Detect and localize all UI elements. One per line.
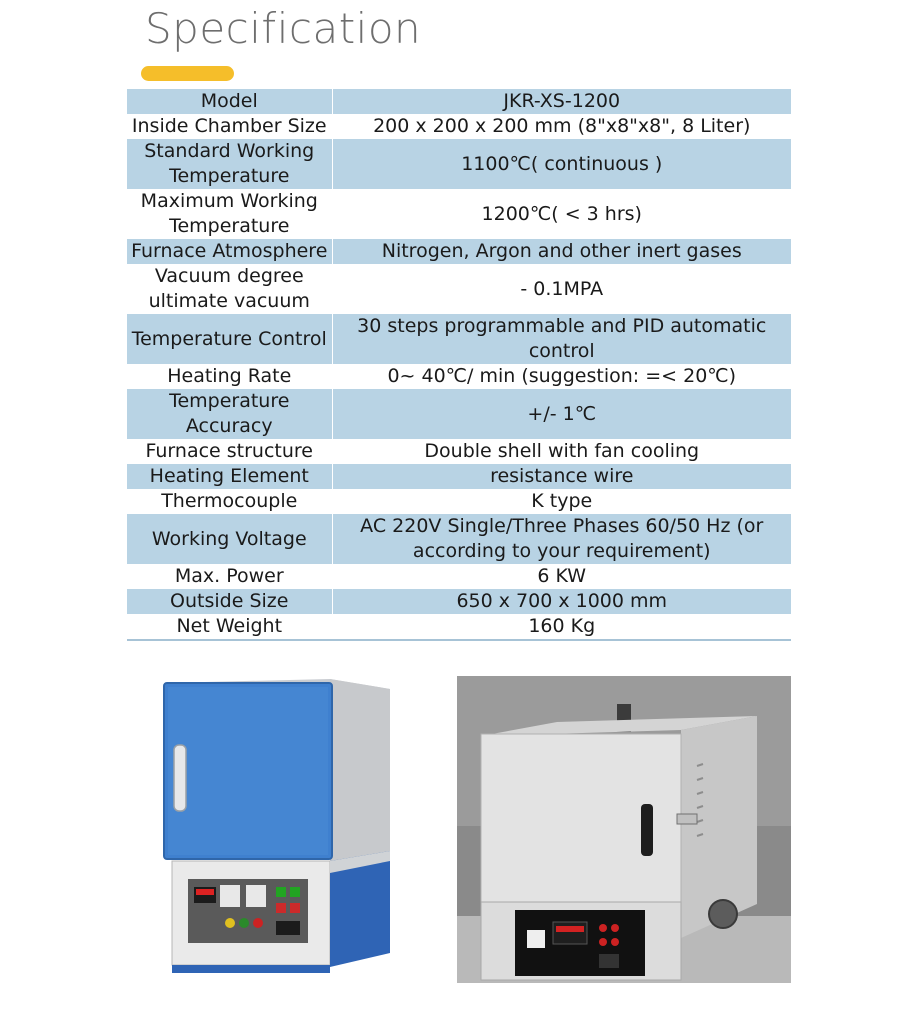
table-row [127, 264, 791, 314]
spec-label: Working Voltage [127, 514, 332, 564]
blue-muffle-furnace-photo [160, 675, 396, 975]
table-row [127, 439, 791, 464]
spec-value: 200 x 200 x 200 mm (8"x8"x8", 8 Liter) [332, 114, 791, 139]
spec-label: Standard Working Temperature [127, 139, 332, 189]
spec-value: Nitrogen, Argon and other inert gases [332, 239, 791, 264]
spec-label: Furnace structure [127, 439, 332, 464]
spec-value: K type [332, 489, 791, 514]
title-accent-bar [141, 66, 234, 81]
spec-value: 0~ 40℃/ min (suggestion: =< 20℃) [332, 364, 791, 389]
spec-value: 30 steps programmable and PID automatic control [332, 314, 791, 364]
spec-label: Net Weight [127, 614, 332, 640]
spec-label: Temperature Control [127, 314, 332, 364]
white-muffle-furnace-photo [457, 676, 791, 983]
table-row [127, 589, 791, 614]
specification-table [127, 89, 791, 641]
table-row [127, 389, 791, 439]
spec-label: Heating Element [127, 464, 332, 489]
spec-label: Maximum Working Temperature [127, 189, 332, 239]
spec-value: 6 KW [332, 564, 791, 589]
page-title: Specification [145, 4, 422, 53]
table-row [127, 89, 791, 114]
table-row [127, 314, 791, 364]
spec-label: Model [127, 89, 332, 114]
table-row [127, 114, 791, 139]
spec-label: Temperature Accuracy [127, 389, 332, 439]
table-row [127, 239, 791, 264]
spec-label: Thermocouple [127, 489, 332, 514]
spec-value: resistance wire [332, 464, 791, 489]
spec-value: 1200℃( < 3 hrs) [332, 189, 791, 239]
spec-value: AC 220V Single/Three Phases 60/50 Hz (or according to your requirement) [332, 514, 791, 564]
table-row [127, 464, 791, 489]
spec-label: Vacuum degree ultimate vacuum [127, 264, 332, 314]
table-row [127, 489, 791, 514]
table-row [127, 614, 791, 640]
table-row [127, 364, 791, 389]
spec-label: Furnace Atmosphere [127, 239, 332, 264]
spec-value: +/- 1℃ [332, 389, 791, 439]
table-row [127, 514, 791, 564]
spec-value: 1100℃( continuous ) [332, 139, 791, 189]
table-row [127, 139, 791, 189]
spec-label: Inside Chamber Size [127, 114, 332, 139]
spec-value: JKR-XS-1200 [332, 89, 791, 114]
table-row [127, 189, 791, 239]
spec-value: 650 x 700 x 1000 mm [332, 589, 791, 614]
spec-value: 160 Kg [332, 614, 791, 640]
spec-value: Double shell with fan cooling [332, 439, 791, 464]
spec-label: Max. Power [127, 564, 332, 589]
spec-label: Heating Rate [127, 364, 332, 389]
spec-value: - 0.1MPA [332, 264, 791, 314]
table-row [127, 564, 791, 589]
spec-label: Outside Size [127, 589, 332, 614]
